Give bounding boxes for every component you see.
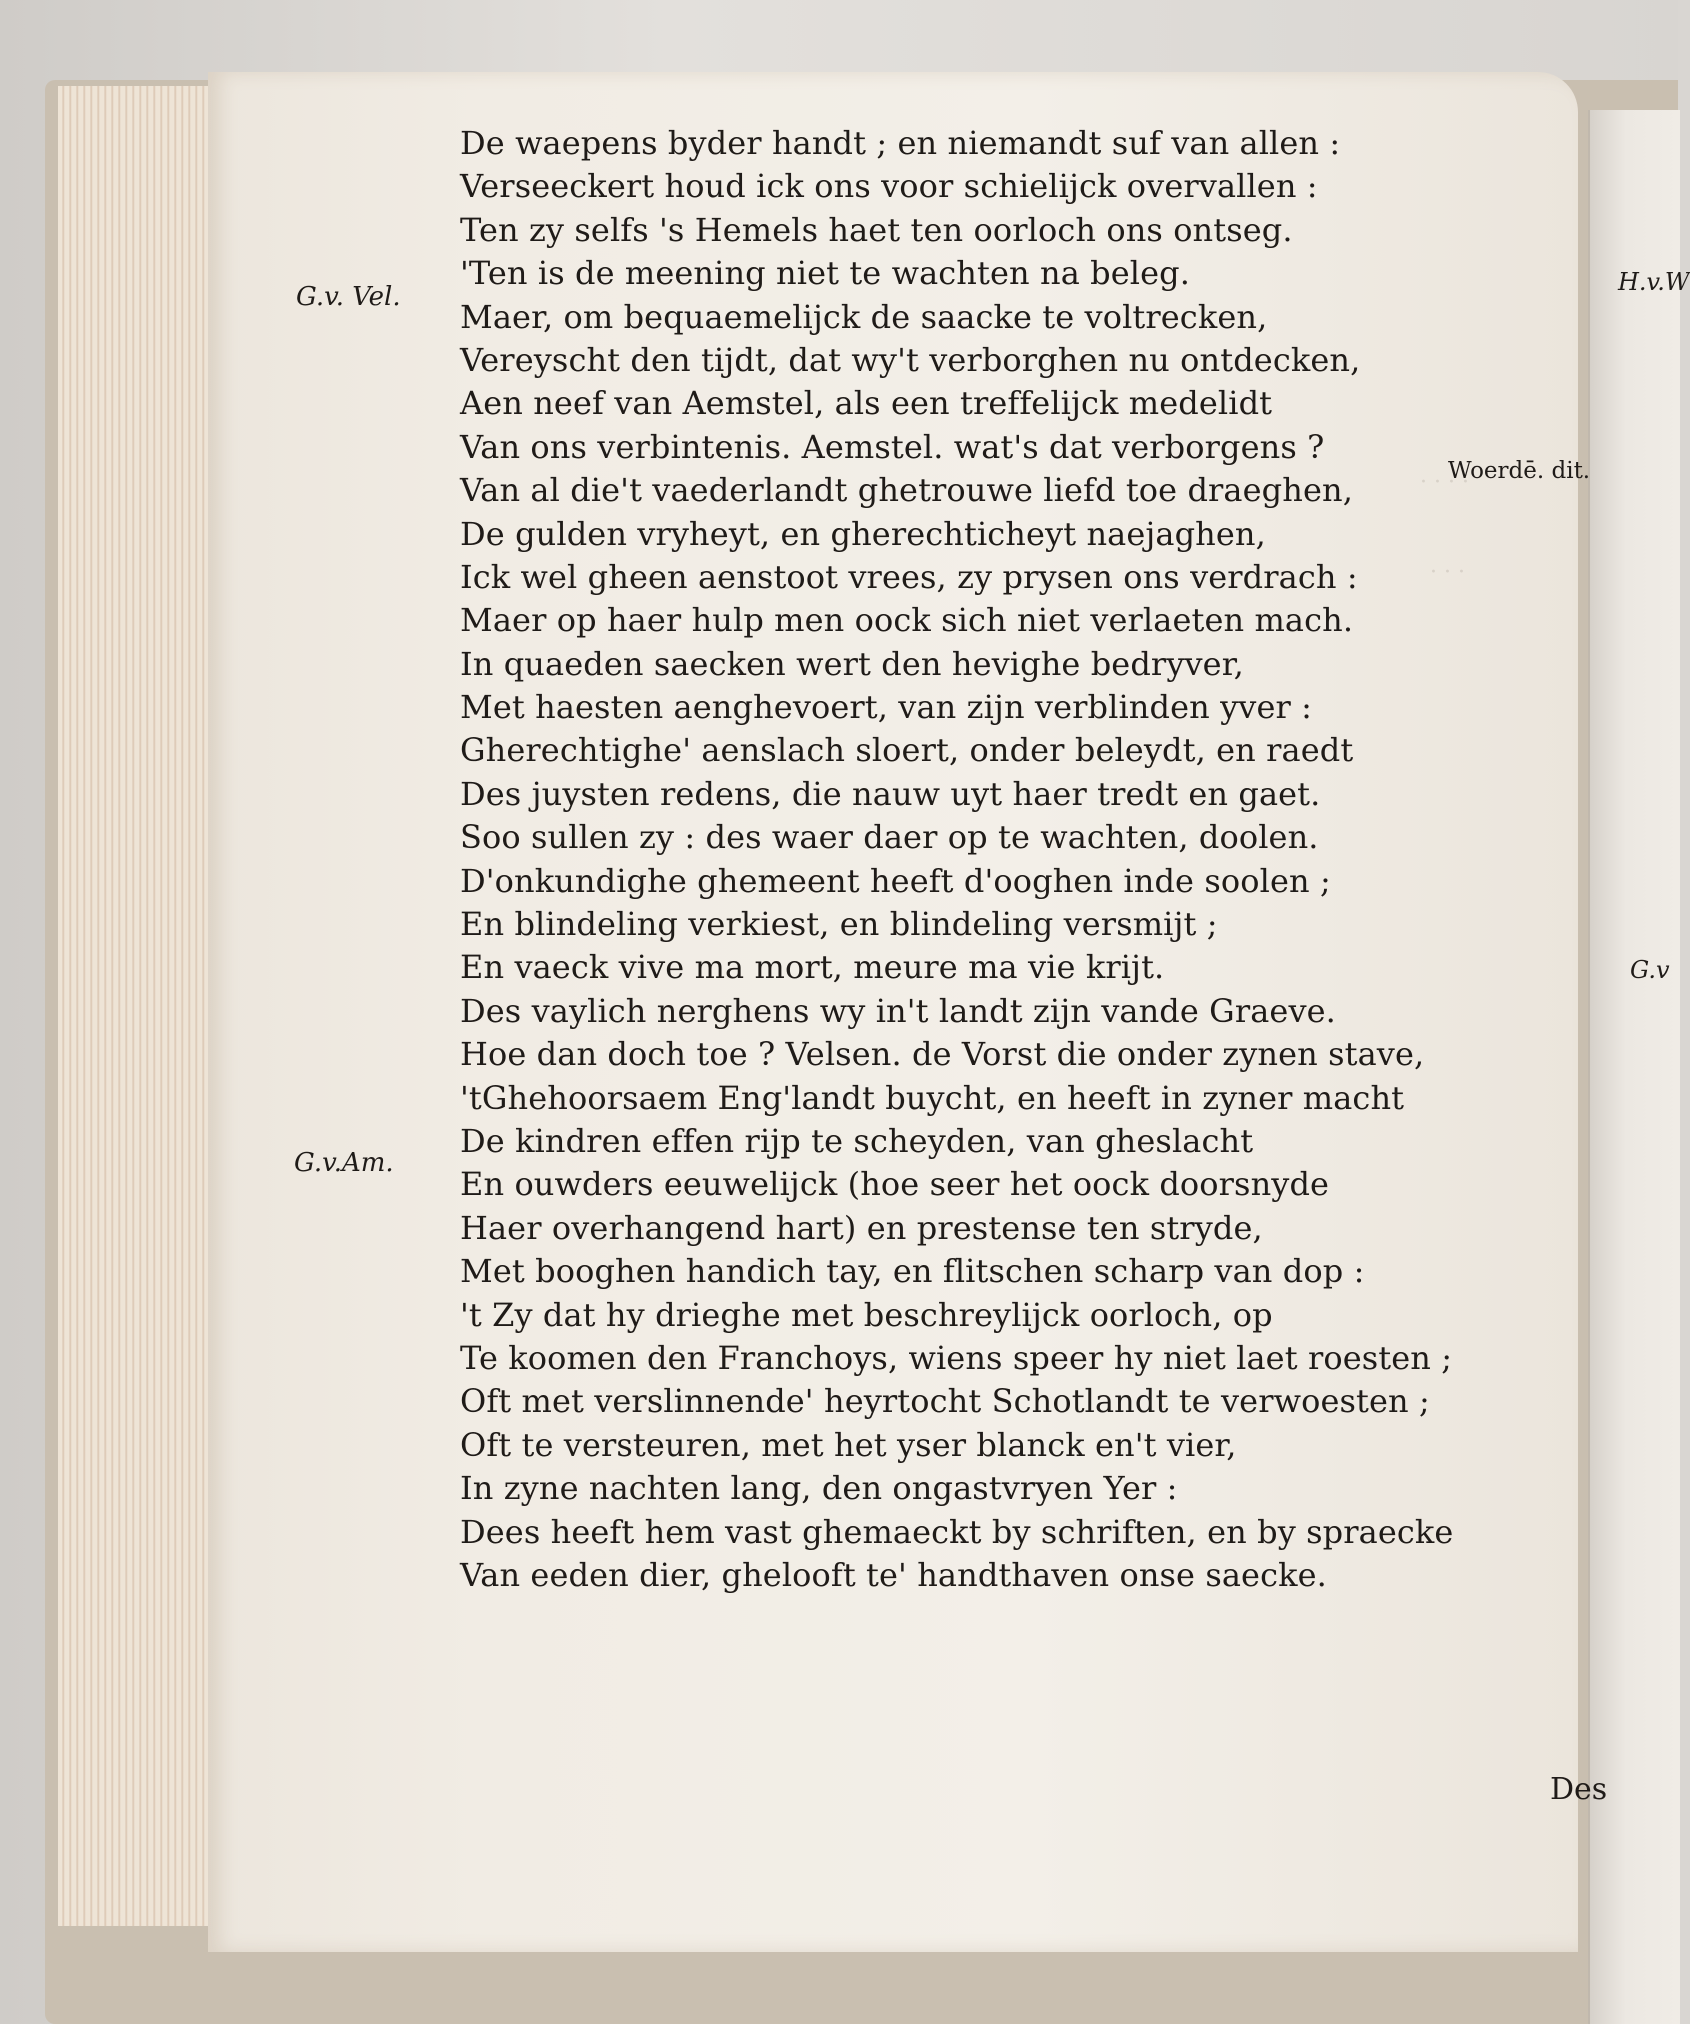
verse-line: Te koomen den Franchoys, wiens speer hy niet laet roesten ;: [460, 1338, 1453, 1377]
verse-line: Haer overhangend hart) en prestense ten stryde,: [460, 1208, 1263, 1247]
catchword: Des: [1550, 1772, 1608, 1807]
verse-line: De waepens byder handt ; en niemandt suf van allen :: [460, 124, 1341, 162]
verse-line: En blindeling verkiest, en blindeling versmijt ;: [460, 905, 1218, 944]
verse-line: Oft met verslinnende' heyrtocht Schotlandt te verwoesten ;: [460, 1382, 1430, 1421]
verse-line: Des juysten redens, die nauw uyt haer tredt en gaet.: [460, 774, 1321, 813]
facing-page-fragment: H.v.W: [1618, 268, 1690, 296]
verse-line: De kindren effen rijp te scheyden, van gheslacht: [460, 1121, 1254, 1160]
facing-page-edge: [1588, 110, 1680, 2024]
verse-line: En ouwders eeuwelijck (hoe seer het oock doorsnyde: [460, 1165, 1330, 1204]
verse-line: Aen neef van Aemstel, als een treffelijck medelidt: [460, 384, 1273, 423]
verse-line: Met booghen handich tay, en flitschen scharp van dop :: [460, 1252, 1365, 1291]
verse-line: 'tGhehoorsaem Eng'landt buycht, en heeft in zyner macht: [460, 1078, 1405, 1117]
verse-line: Ick wel gheen aenstoot vrees, zy prysen ons verdrach :: [460, 557, 1358, 596]
verse-line: Gherechtighe' aenslach sloert, onder beleydt, en raedt: [460, 731, 1354, 770]
verse-line: Des vaylich nerghens wy in't landt zijn vande Graeve.: [460, 991, 1336, 1030]
page-edges: [58, 86, 211, 1926]
verse-line: 't Zy dat hy drieghe met beschreylijck oorloch, op: [460, 1295, 1273, 1334]
facing-page-fragment: G.v: [1630, 956, 1670, 984]
verse-line: En vaeck vive ma mort, meure ma vie krijt.: [460, 948, 1165, 987]
verse-line: In zyne nachten lang, den ongastvryen Yer :: [460, 1469, 1178, 1508]
verse-line: Van al die't vaederlandt ghetrouwe liefd toe draeghen,: [460, 471, 1353, 510]
speaker-label-gv-am: G.v.Am.: [294, 1148, 394, 1178]
verse-line: Dees heeft hem vast ghemaeckt by schriften, en by spraecke: [460, 1512, 1454, 1551]
verse-line: Hoe dan doch toe ? Velsen. de Vorst die onder zynen stave,: [460, 1035, 1425, 1074]
verse-line: Ten zy selfs 's Hemels haet ten oorloch ons ontseg.: [460, 210, 1293, 249]
verse-line: In quaeden saecken wert den hevighe bedryver,: [460, 644, 1244, 683]
verse-line: Oft te versteuren, met het yser blanck en't vier,: [460, 1425, 1237, 1464]
verse-line: Vereyscht den tijdt, dat wy't verborghen nu ontdecken,: [460, 340, 1361, 379]
speaker-label-gv-vel: G.v. Vel.: [296, 282, 401, 312]
verse-line: D'onkundighe ghemeent heeft d'ooghen inde soolen ;: [460, 861, 1331, 900]
verse-line: Soo sullen zy : des waer daer op te wachten, doolen.: [460, 818, 1319, 857]
poem-text: [460, 122, 1580, 1597]
verse-line: Maer op haer hulp men oock sich niet verlaeten mach.: [460, 601, 1354, 640]
show-through-text: · · · ·: [1420, 470, 1469, 495]
verse-line: Maer, om bequaemelijck de saacke te voltrecken,: [460, 297, 1268, 336]
verse-line: Van ons verbintenis. Aemstel. wat's dat verborgens ?: [460, 427, 1325, 466]
margin-note: Woerdē. dit.: [1448, 458, 1591, 484]
verse-line: De gulden vryheyt, en gherechticheyt naejaghen,: [460, 514, 1266, 553]
show-through-text: · · ·: [1430, 560, 1465, 585]
verse-line: Verseeckert houd ick ons voor schielijck overvallen :: [460, 167, 1318, 206]
verse-line: Van eeden dier, ghelooft te' handthaven onse saecke.: [460, 1555, 1327, 1594]
verse-line: Met haesten aenghevoert, van zijn verblinden yver :: [460, 688, 1313, 727]
verse-line: 'Ten is de meening niet te wachten na beleg.: [460, 254, 1190, 293]
